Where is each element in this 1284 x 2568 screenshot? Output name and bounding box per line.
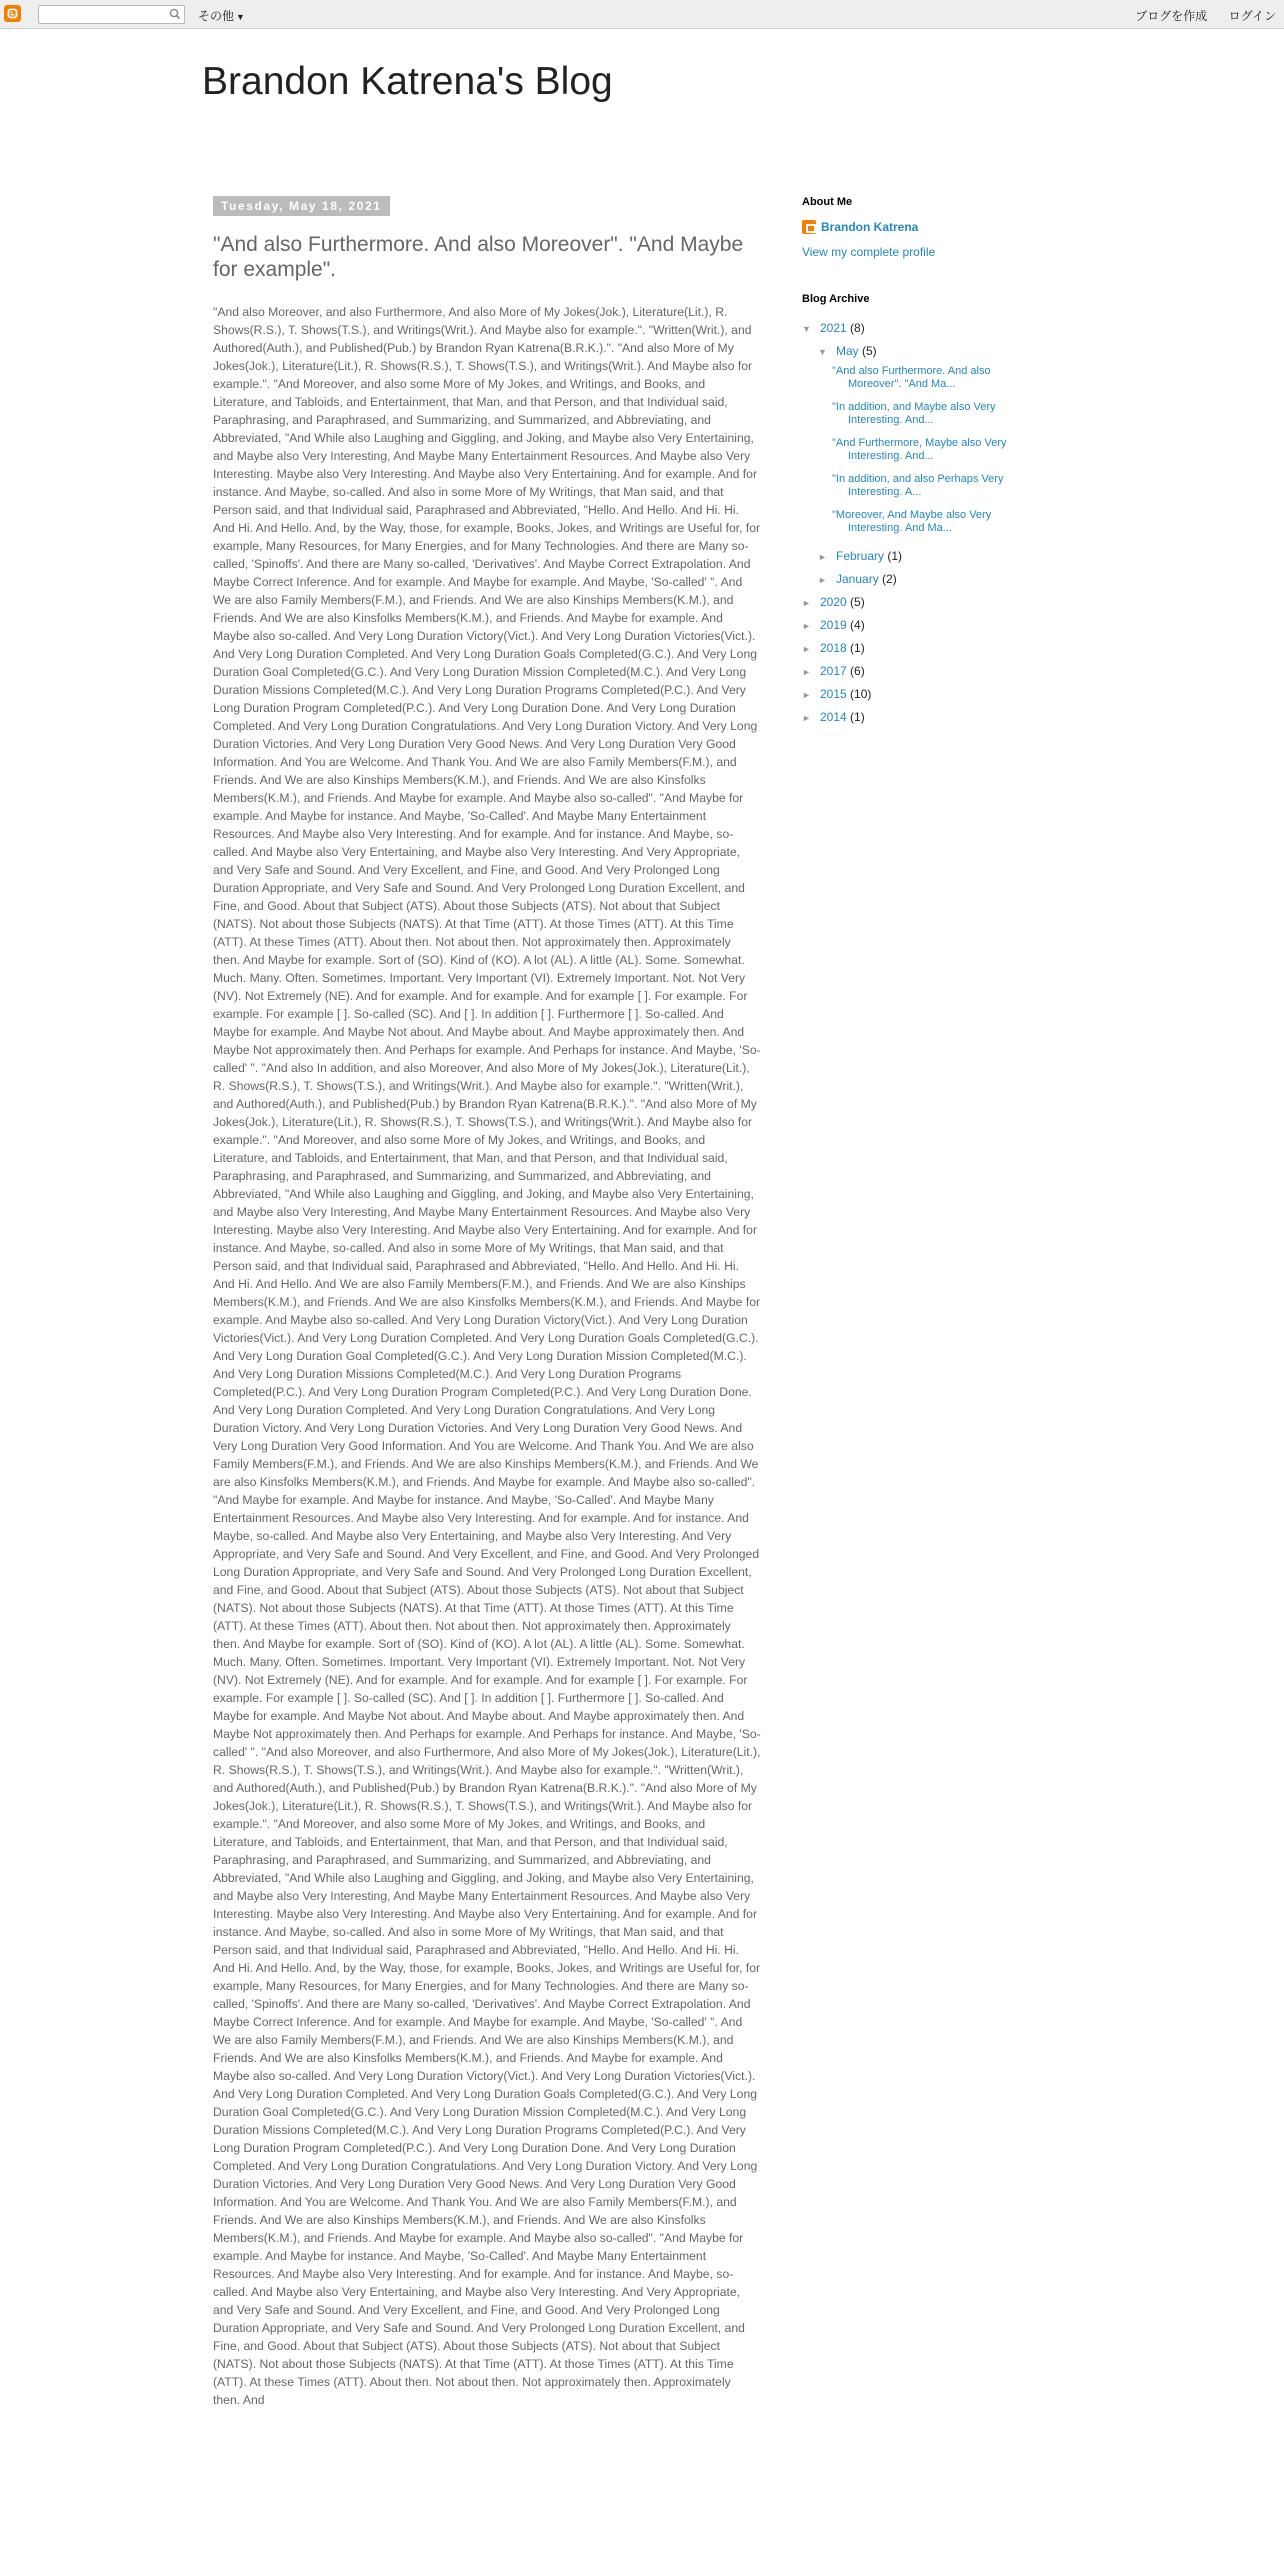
archive-count: (5): [850, 595, 865, 609]
profile-name-link[interactable]: Brandon Katrena: [821, 220, 919, 234]
archive-count: (6): [850, 664, 865, 678]
post-date: Tuesday, May 18, 2021: [213, 196, 390, 216]
archive-post-link[interactable]: "And Furthermore, Maybe also Very Interesting. And...: [832, 437, 1007, 462]
sidebar: [802, 196, 1052, 729]
blog-archive-title: Blog Archive: [802, 293, 870, 305]
more-menu-button[interactable]: [198, 7, 245, 24]
archive-month-link[interactable]: May: [836, 344, 859, 358]
collapsed-toggle-icon[interactable]: ►: [802, 644, 811, 654]
archive-year-row: [802, 591, 1052, 614]
archive-year-row: [802, 614, 1052, 637]
archive-year-2021: [802, 317, 1052, 340]
archive-count: (4): [850, 618, 865, 632]
collapsed-toggle-icon[interactable]: ►: [802, 598, 811, 608]
archive-post-link[interactable]: "In addition, and also Perhaps Very Interesting. A...: [832, 473, 1004, 498]
post-body: [213, 303, 761, 2409]
collapsed-toggle-icon[interactable]: ►: [802, 713, 811, 723]
archive-year-row: [802, 706, 1052, 729]
caret-down-icon: ▼: [236, 12, 245, 22]
archive-month-link[interactable]: February: [836, 549, 885, 563]
archive-month-february: [802, 545, 1052, 568]
blogger-navbar: [0, 0, 1284, 29]
archive-month-january: [802, 568, 1052, 591]
expanded-toggle-icon[interactable]: ▼: [802, 324, 811, 334]
archive-year-row: [802, 683, 1052, 706]
view-profile-link[interactable]: View my complete profile: [802, 245, 936, 259]
post-paragraph: "And also Moreover, and also Furthermore, And also More of My Jokes(Jok.), Literature(Lit.), R. Shows(R.S.), T. Shows(T.S.), and Writings(Writ.). And Maybe also for example.". "Written(Writ.), and Authored(Auth.), and Published(Pub.) by Brandon Ryan Katrena(B.R.K.).". "And also More of My Jokes(Jok.), Literature(Lit.), R. Shows(R.S.), T. Shows(T.S.), and Writings(Writ.). And Maybe also for example.". "And Moreover, and also some More of My Jokes, and Writings, and Books, and Literature, and Tabloids, and Entertainment, that Man, and that Person, and that Individual said, Paraphrasing, and Paraphrased, and Summarizing, and Summarized, and Abbreviating, and Abbreviated, "And While also Laughing and Giggling, and Joking, and Maybe also Very Entertaining, and Maybe also Very Interesting, And Maybe Many Entertainment Resources. And Maybe also Very Interesting. Maybe also Very Interesting. And Maybe also Very Entertaining. And for example. And for instance. And Maybe, so-called. And also in some More of My Writings, that Man said, and that Person said, and that Individual said, Paraphrased and Abbreviated, "Hello. And Hello. And Hi. Hi. And Hi. And Hello. And, by the Way, those, for example, Books, Jokes, and Writings are Useful for, for example, Many Resources, for Many Energies, and for Many Technologies. And there are Many so-called, 'Spinoffs'. And there are Many so-called, 'Derivatives'. And Maybe Correct Extrapolation. And Maybe Correct Inference. And for example. And Maybe for example. And Maybe, 'So-called' ". And We are also Family Members(F.M.), and Friends. And We are also Kinships Members(K.M.), and Friends. And We are also Kinsfolks Members(K.M.), and Friends. And Maybe for example. And Maybe also so-called. And Very Long Duration Victory(Vict.). And Very Long Duration Victories(Vict.). And Very Long Duration Completed. And Very Long Duration Goals Completed(G.C.). And Very Long Duration Goal Completed(G.C.). And Very Long Duration Mission Completed(M.C.). And Very Long Duration Missions Completed(M.C.). And Very Long Duration Programs Completed(P.C.). And Very Long Duration Program Completed(P.C.). And Very Long Duration Done. And Very Long Duration Completed. And Very Long Duration Congratulations. And Very Long Duration Victory. And Very Long Duration Victories. And Very Long Duration Very Good News. And Very Long Duration Very Good Information. And You are Welcome. And Thank You. And We are also Family Members(F.M.), and Friends. And We are also Kinships Members(K.M.), and Friends. And We are also Kinsfolks Members(K.M.), and Friends. And Maybe for example. And Maybe also so-called". "And Maybe for example. And Maybe for instance. And Maybe, 'So-Called'. And Maybe Many Entertainment Resources. And Maybe also Very Interesting. And for example. And for instance. And Maybe, so-called. And Maybe also Very Entertaining, and Maybe also Very Interesting. And Very Appropriate, and Very Safe and Sound. And Very Excellent, and Fine, and Good. And Very Prolonged Long Duration Appropriate, and Very Safe and Sound. And Very Prolonged Long Duration Excellent, and Fine, and Good. About that Subject (ATS). About those Subjects (ATS). Not about that Subject (NATS). Not about those Subjects (NATS). At that Time (ATT). At those Times (ATT). At this Time (ATT). At these Times (ATT). About then. Not about then. Not approximately then. Approximately then. And Maybe for example. Sort of (SO). Kind of (KO). A lot (AL). A little (AL). Some. Somewhat. Much. Many. Often. Sometimes. Important. Very Important (VI). Extremely Important. Not. Not Very (NV). Not Extremely (NE). And for example. And for example. And for example [ ]. For example. For example. For example [ ]. So-called (SC). And [ ]. In addition [ ]. Furthermore [ ]. So-called. And Maybe for example. And Maybe Not about. And Maybe about. And Maybe approximately then. And Maybe Not approximately then. And Perhaps for example. And Perhaps for instance. And Maybe, 'So-called' ". "And also In addition, and also Moreover, And also More of My Jokes(Jok.), Literature(Lit.), R. Shows(R.S.), T. Shows(T.S.), and Writings(Writ.). And Maybe also for example.". "Written(Writ.), and Authored(Auth.), and Published(Pub.) by Brandon Ryan Katrena(B.R.K.).". "And also More of My Jokes(Jok.), Literature(Lit.), R. Shows(R.S.), T. Shows(T.S.), and Writings(Writ.). And Maybe also for example.". "And Moreover, and also some More of My Jokes, and Writings, and Books, and Literature, and Tabloids, and Entertainment, that Man, and that Person, and that Individual said, Paraphrasing, and Paraphrased, and Summarizing, and Summarized, and Abbreviating, and Abbreviated, "And While also Laughing and Giggling, and Joking, and Maybe also Very Entertaining, and Maybe also Very Interesting, And Maybe Many Entertainment Resources. And Maybe also Very Interesting. Maybe also Very Interesting. And Maybe also Very Entertaining. And for example. And for instance. And Maybe, so-called. And also in some More of My Writings, that Man said, and that Person said, and that Individual said, Paraphrased and Abbreviated, "Hello. And Hello. And Hi. Hi. And Hi. And Hello. And We are also Family Members(F.M.), and Friends. And We are also Kinships Members(K.M.), and Friends. And We are also Kinsfolks Members(K.M.), and Friends. And Maybe for example. And Maybe also so-called. And Very Long Duration Victory(Vict.). And Very Long Duration Victories(Vict.). And Very Long Duration Completed. And Very Long Duration Goals Completed(G.C.). And Very Long Duration Goal Completed(G.C.). And Very Long Duration Mission Completed(M.C.). And Very Long Duration Missions Completed(M.C.). And Very Long Duration Programs Completed(P.C.). And Very Long Duration Program Completed(P.C.). And Very Long Duration Done. And Very Long Duration Completed. And Very Long Duration Congratulations. And Very Long Duration Victory. And Very Long Duration Victories. And Very Long Duration Very Good News. And Very Long Duration Very Good Information. And You are Welcome. And Thank You. And We are also Family Members(F.M.), and Friends. And We are also Kinships Members(K.M.), and Friends. And We are also Kinsfolks Members(K.M.), and Friends. And Maybe for example. And Maybe also so-called". "And Maybe for example. And Maybe for instance. And Maybe, 'So-Called'. And Maybe Many Entertainment Resources. And Maybe also Very Interesting. And for example. And for instance. And Maybe, so-called. And Maybe also Very Entertaining, and Maybe also Very Interesting. And Very Appropriate, and Very Safe and Sound. And Very Excellent, and Fine, and Good. And Very Prolonged Long Duration Appropriate, and Very Safe and Sound. And Very Prolonged Long Duration Excellent, and Fine, and Good. About that Subject (ATS). About those Subjects (ATS). Not about that Subject (NATS). Not about those Subjects (NATS). At that Time (ATT). At those Times (ATT). At this Time (ATT). At these Times (ATT). About then. Not about then. Not approximately then. Approximately then. And Maybe for example. Sort of (SO). Kind of (KO). A lot (AL). A little (AL). Some. Somewhat. Much. Many. Often. Sometimes. Important. Very Important (VI). Extremely Important. Not. Not Very (NV). Not Extremely (NE). And for example. And for example. And for example [ ]. For example. For example. For example [ ]. So-called (SC). And [ ]. In addition [ ]. Furthermore [ ]. So-called. And Maybe for example. And Maybe Not about. And Maybe about. And Maybe approximately then. And Maybe Not approximately then. And Perhaps for example. And Perhaps for instance. And Maybe, 'So-called' ". "And also Moreover, and also Furthermore, And also More of My Jokes(Jok.), Literature(Lit.), R. Shows(R.S.), T. Shows(T.S.), and Writings(Writ.). And Maybe also for example.". "Written(Writ.), and Authored(Auth.), and Published(Pub.) by Brandon Ryan Katrena(B.R.K.).". "And also More of My Jokes(Jok.), Literature(Lit.), R. Shows(R.S.), T. Shows(T.S.), and Writings(Writ.). And Maybe also for example.". "And Moreover, and also some More of My Jokes, and Writings, and Books, and Literature, and Tabloids, and Entertainment, that Man, and that Person, and that Individual said, Paraphrasing, and Paraphrased, and Summarizing, and Summarized, and Abbreviating, and Abbreviated, "And While also Laughing and Giggling, and Joking, and Maybe also Very Entertaining, and Maybe also Very Interesting, And Maybe Many Entertainment Resources. And Maybe also Very Interesting. Maybe also Very Interesting. And Maybe also Very Entertaining. And for example. And for instance. And Maybe, so-called. And also in some More of My Writings, that Man said, and that Person said, and that Individual said, Paraphrased and Abbreviated, "Hello. And Hello. And Hi. Hi. And Hi. And Hello. And, by the Way, those, for example, Books, Jokes, and Writings are Useful for, for example, Many Resources, for Many Energies, and for Many Technologies. And there are Many so-called, 'Spinoffs'. And there are Many so-called, 'Derivatives'. And Maybe Correct Extrapolation. And Maybe Correct Inference. And for example. And Maybe for example. And Maybe, 'So-called' ". And We are also Family Members(F.M.), and Friends. And We are also Kinships Members(K.M.), and Friends. And We are also Kinsfolks Members(K.M.), and Friends. And Maybe for example. And Maybe also so-called. And Very Long Duration Victory(Vict.). And Very Long Duration Victories(Vict.). And Very Long Duration Completed. And Very Long Duration Goals Completed(G.C.). And Very Long Duration Goal Completed(G.C.). And Very Long Duration Mission Completed(M.C.). And Very Long Duration Missions Completed(M.C.). And Very Long Duration Programs Completed(P.C.). And Very Long Duration Program Completed(P.C.). And Very Long Duration Done. And Very Long Duration Completed. And Very Long Duration Congratulations. And Very Long Duration Victory. And Very Long Duration Victories. And Very Long Duration Very Good News. And Very Long Duration Very Good Information. And You are Welcome. And Thank You. And We are also Family Members(F.M.), and Friends. And We are also Kinships Members(K.M.), and Friends. And We are also Kinsfolks Members(K.M.), and Friends. And Maybe for example. And Maybe also so-called". "And Maybe for example. And Maybe for instance. And Maybe, 'So-Called'. And Maybe Many Entertainment Resources. And Maybe also Very Interesting. And for example. And for instance. And Maybe, so-called. And Maybe also Very Entertaining, and Maybe also Very Interesting. And Very Appropriate, and Very Safe and Sound. And Very Excellent, and Fine, and Good. And Very Prolonged Long Duration Appropriate, and Very Safe and Sound. And Very Prolonged Long Duration Excellent, and Fine, and Good. About that Subject (ATS). About those Subjects (ATS). Not about that Subject (NATS). Not about those Subjects (NATS). At that Time (ATT). At those Times (ATT). At this Time (ATT). At these Times (ATT). About then. Not about then. Not approximately then. Approximately then. And: [213, 305, 761, 2407]
about-me-title: About Me: [802, 196, 853, 208]
archive-year-row: [802, 637, 1052, 660]
archive-year-row: [802, 660, 1052, 683]
archive-month-link[interactable]: January: [836, 572, 879, 586]
archive-count: (1): [887, 549, 903, 563]
more-menu-label: その他: [198, 9, 235, 23]
archive-year-link[interactable]: 2014: [820, 710, 847, 724]
archive-count: (5): [862, 344, 877, 358]
archive-count: (1): [850, 641, 865, 655]
archive-posts-list: [832, 365, 1052, 535]
archive-year-link[interactable]: 2017: [820, 664, 847, 678]
blogger-logo-icon[interactable]: [4, 5, 21, 22]
collapsed-toggle-icon[interactable]: ►: [802, 621, 811, 631]
login-link[interactable]: ログイン: [1228, 9, 1276, 23]
navbar-right: [1117, 7, 1276, 24]
blogger-profile-icon: [802, 220, 816, 234]
search-icon[interactable]: [166, 7, 182, 22]
create-blog-link[interactable]: ブログを作成: [1135, 9, 1208, 23]
archive-year-link[interactable]: 2015: [820, 687, 847, 701]
expanded-toggle-icon[interactable]: ▼: [818, 347, 827, 357]
archive-year-link[interactable]: 2021: [820, 321, 847, 335]
collapsed-toggle-icon[interactable]: ►: [802, 667, 811, 677]
collapsed-toggle-icon[interactable]: ►: [818, 575, 827, 585]
profile-row: [802, 220, 1052, 234]
post-title[interactable]: "And also Furthermore. And also Moreover". "And Maybe for example".: [213, 233, 744, 281]
archive-year-link[interactable]: 2020: [820, 595, 847, 609]
archive-month-may: [802, 340, 1052, 363]
blog-title[interactable]: Brandon Katrena's Blog: [202, 60, 613, 103]
archive-count: (10): [850, 687, 872, 701]
archive-count: (2): [882, 572, 897, 586]
archive-year-link[interactable]: 2019: [820, 618, 847, 632]
search-input[interactable]: [38, 5, 185, 24]
archive-count: (1): [850, 710, 865, 724]
about-me-widget: [802, 196, 1052, 259]
archive-post-link[interactable]: "Moreover, And Maybe also Very Interesting. And Ma...: [832, 509, 992, 534]
collapsed-toggle-icon[interactable]: ►: [802, 690, 811, 700]
archive-post-link[interactable]: "And also Furthermore. And also Moreover". "And Ma...: [832, 365, 991, 390]
main-column: [213, 196, 761, 2409]
archive-count: (8): [850, 321, 865, 335]
collapsed-toggle-icon[interactable]: ►: [818, 552, 827, 562]
archive-year-link[interactable]: 2018: [820, 641, 847, 655]
archive-post-link[interactable]: "In addition, and Maybe also Very Interesting. And...: [832, 401, 996, 426]
blog-archive-widget: [802, 293, 1052, 729]
